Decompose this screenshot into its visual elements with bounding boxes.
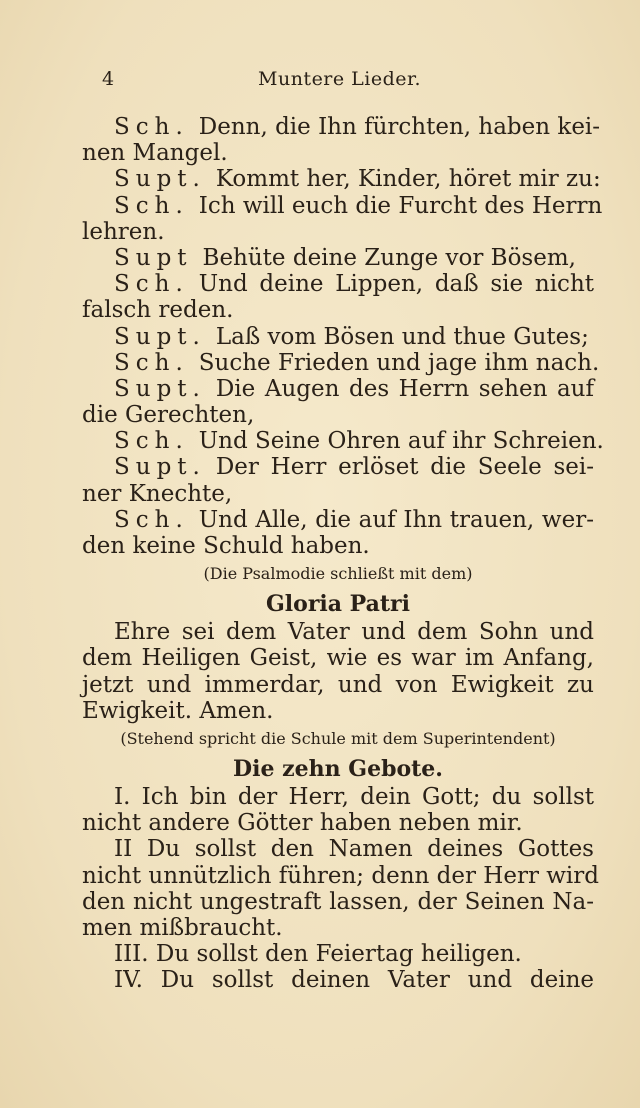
commandments-heading: Die zehn Gebote.	[233, 755, 443, 782]
dialogue-line	[82, 271, 594, 297]
dialogue-continuation: ner Knechte,	[82, 480, 233, 507]
dialogue-continuation: nen Mangel.	[82, 140, 228, 167]
dialogue-line	[82, 507, 594, 533]
page-body	[82, 114, 604, 994]
dialogue-text: Ich will euch die Furcht des Herrn	[198, 192, 603, 219]
dialogue-text: Und Alle, die auf Ihn trauen, wer-	[198, 506, 594, 533]
dialogue-continuation: den keine Schuld haben.	[82, 533, 370, 559]
commandment-line: nicht unnützlich führen; denn der Herr wird	[82, 862, 600, 889]
speaker-label: Sch.	[114, 428, 189, 455]
commandment-line: II Du sollst den Namen deines Gottes	[114, 836, 594, 863]
commandment-line: IV. Du sollst deinen Vater und deine	[114, 967, 594, 994]
gloria-heading: Gloria Patri	[266, 591, 410, 618]
dialogue-line	[82, 192, 603, 219]
dialogue-text: Die Augen des Herrn sehen auf	[215, 375, 594, 402]
speaker-label: Sch.	[114, 271, 189, 298]
speaker-label: Supt.	[114, 166, 206, 193]
commandment-line: I. Ich bin der Herr, dein Gott; du sollst	[114, 783, 594, 810]
commandment-line: III. Du sollst den Feiertag heiligen.	[114, 941, 522, 968]
dialogue-line	[82, 376, 594, 402]
dialogue-line	[82, 114, 601, 140]
gloria-line: Ewigkeit. Amen.	[82, 697, 274, 724]
dialogue-continuation: die Gerechten,	[82, 402, 255, 429]
speaker-label: Sch.	[114, 506, 189, 533]
dialogue-line	[82, 245, 594, 271]
speaker-label: Supt.	[114, 323, 206, 350]
dialogue-line	[82, 428, 604, 455]
dialogue-line	[82, 454, 594, 480]
speaker-label: Sch.	[114, 192, 189, 219]
speaker-label: Supt.	[114, 454, 206, 481]
gloria-line: jetzt und immerdar, und von Ewigkeit zu	[82, 671, 594, 698]
psalmody-note: (Die Psalmodie schließt mit dem)	[203, 564, 473, 584]
dialogue-text: Und deine Lippen, daß sie nicht	[198, 271, 594, 298]
gloria-line: dem Heiligen Geist, wie es war im Anfang,	[82, 645, 594, 672]
page-header	[0, 68, 640, 96]
dialogue-continuation: falsch reden.	[82, 297, 234, 324]
dialogue-text: Behüte deine Zunge vor Bösem,	[202, 244, 576, 271]
dialogue-line	[82, 349, 600, 376]
gloria-line: Ehre sei dem Vater und dem Sohn und	[114, 619, 594, 646]
dialogue-text: Kommt her, Kinder, höret mir zu:	[215, 166, 601, 193]
speaker-label: Sch.	[114, 114, 189, 140]
dialogue-text: Denn, die Ihn fürchten, haben kei-	[198, 114, 601, 140]
dialogue-continuation: lehren.	[82, 218, 165, 245]
commandment-line: men mißbraucht.	[82, 914, 283, 941]
speaker-label: Sch.	[114, 349, 189, 376]
speaker-label: Supt.	[114, 375, 206, 402]
speaker-label: Supt	[114, 244, 193, 271]
commandment-line: den nicht ungestraft lassen, der Seinen Na-	[82, 888, 594, 915]
dialogue-line	[82, 324, 594, 350]
dialogue-text: Und Seine Ohren auf ihr Schreien.	[198, 428, 604, 455]
standing-note: (Stehend spricht die Schule mit dem Superintendent)	[120, 728, 556, 748]
dialogue-text: Der Herr erlöset die Seele sei-	[215, 454, 594, 481]
dialogue-text: Laß vom Bösen und thue Gutes;	[215, 323, 589, 350]
commandment-line: nicht andere Götter haben neben mir.	[82, 810, 523, 837]
dialogue-line	[82, 166, 601, 193]
running-title: Muntere Lieder.	[258, 68, 422, 90]
page-number: 4	[102, 68, 115, 90]
dialogue-text: Suche Frieden und jage ihm nach.	[198, 349, 600, 376]
